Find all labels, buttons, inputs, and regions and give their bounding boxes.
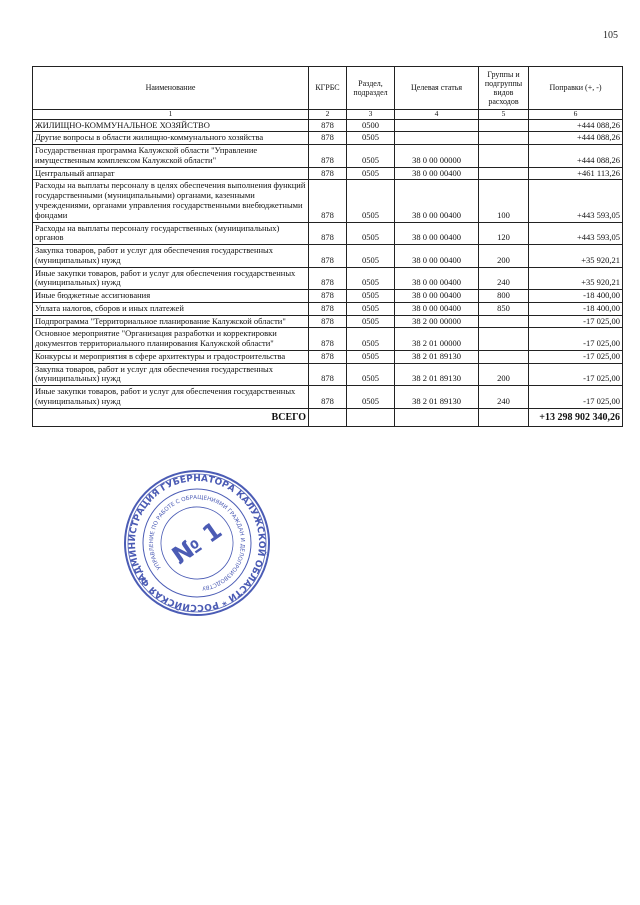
seal-rings bbox=[122, 468, 272, 618]
row-group: 200 bbox=[479, 363, 529, 386]
column-number: 1 bbox=[33, 110, 309, 120]
row-kgrbs: 878 bbox=[309, 302, 347, 315]
column-number: 3 bbox=[347, 110, 395, 120]
row-name: Центральный аппарат bbox=[33, 167, 309, 180]
row-name: Иные бюджетные ассигнования bbox=[33, 290, 309, 303]
row-amount: +443 593,05 bbox=[529, 222, 623, 245]
table-row bbox=[33, 350, 623, 363]
row-group: 200 bbox=[479, 245, 529, 268]
row-kgrbs: 878 bbox=[309, 315, 347, 328]
row-amount: -17 025,00 bbox=[529, 363, 623, 386]
table-row bbox=[33, 222, 623, 245]
row-name: Закупка товаров, работ и услуг для обеспечения государственных (муниципальных) нужд bbox=[33, 245, 309, 268]
row-section: 0505 bbox=[347, 302, 395, 315]
row-name: Иные закупки товаров, работ и услуг для обеспечения государственных (муниципальных) нужд bbox=[33, 386, 309, 409]
column-number-row bbox=[33, 110, 623, 120]
row-name: Иные закупки товаров, работ и услуг для обеспечения государственных (муниципальных) нужд bbox=[33, 267, 309, 290]
row-target bbox=[395, 132, 479, 145]
row-section: 0500 bbox=[347, 119, 395, 132]
total-label: ВСЕГО bbox=[33, 408, 309, 427]
table-row bbox=[33, 386, 623, 409]
row-group: 850 bbox=[479, 302, 529, 315]
row-section: 0505 bbox=[347, 315, 395, 328]
row-section: 0505 bbox=[347, 245, 395, 268]
table-row bbox=[33, 119, 623, 132]
row-section: 0505 bbox=[347, 386, 395, 409]
row-group bbox=[479, 350, 529, 363]
table-header-row bbox=[33, 67, 623, 110]
row-amount: -17 025,00 bbox=[529, 328, 623, 351]
total-empty-cell bbox=[347, 408, 395, 427]
row-group: 240 bbox=[479, 386, 529, 409]
row-target bbox=[395, 119, 479, 132]
row-amount: -18 400,00 bbox=[529, 290, 623, 303]
row-amount: -17 025,00 bbox=[529, 386, 623, 409]
row-section: 0505 bbox=[347, 167, 395, 180]
row-amount: +444 088,26 bbox=[529, 145, 623, 168]
header-amendments: Поправки (+, -) bbox=[529, 67, 623, 110]
row-target: 38 2 01 89130 bbox=[395, 363, 479, 386]
row-group: 800 bbox=[479, 290, 529, 303]
table-body bbox=[33, 119, 623, 408]
row-amount: +35 920,21 bbox=[529, 267, 623, 290]
row-name: Закупка товаров, работ и услуг для обеспечения государственных (муниципальных) нужд bbox=[33, 363, 309, 386]
table-row bbox=[33, 180, 623, 222]
row-target: 38 0 00 00400 bbox=[395, 167, 479, 180]
header-group: Группы и подгруппы видов расходов bbox=[479, 67, 529, 110]
row-amount: -18 400,00 bbox=[529, 302, 623, 315]
table-row bbox=[33, 363, 623, 386]
total-empty-cell bbox=[395, 408, 479, 427]
row-target: 38 0 00 00400 bbox=[395, 302, 479, 315]
row-target: 38 0 00 00400 bbox=[395, 290, 479, 303]
row-section: 0505 bbox=[347, 328, 395, 351]
row-amount: +443 593,05 bbox=[529, 180, 623, 222]
row-kgrbs: 878 bbox=[309, 267, 347, 290]
official-seal-stamp bbox=[122, 468, 272, 618]
row-target: 38 0 00 00400 bbox=[395, 245, 479, 268]
row-amount: -17 025,00 bbox=[529, 315, 623, 328]
row-kgrbs: 878 bbox=[309, 167, 347, 180]
row-group bbox=[479, 145, 529, 168]
row-name: Расходы на выплаты персоналу в целях обеспечения выполнения функций государственными (муниципальными) органами, казенными учреждениями, органами управления государственными внебюджетными фондами bbox=[33, 180, 309, 222]
table-row bbox=[33, 245, 623, 268]
row-name: Подпрограмма "Территориальное планирование Калужской области" bbox=[33, 315, 309, 328]
row-target: 38 2 01 89130 bbox=[395, 386, 479, 409]
table-row bbox=[33, 328, 623, 351]
row-group bbox=[479, 315, 529, 328]
table-row bbox=[33, 290, 623, 303]
row-name: Другие вопросы в области жилищно-коммунального хозяйства bbox=[33, 132, 309, 145]
seal-inner-text: УПРАВЛЕНИЕ ПО РАБОТЕ С ОБРАЩЕНИЯМИ ГРАЖДАН И ДЕЛОПРОИЗВОДСТВУ bbox=[148, 494, 246, 591]
row-name: Государственная программа Калужской области "Управление имущественным комплексом Калужской области" bbox=[33, 145, 309, 168]
row-kgrbs: 878 bbox=[309, 290, 347, 303]
row-target: 38 2 01 00000 bbox=[395, 328, 479, 351]
column-number: 5 bbox=[479, 110, 529, 120]
header-kgrbs: КГРБС bbox=[309, 67, 347, 110]
column-number: 4 bbox=[395, 110, 479, 120]
row-group bbox=[479, 167, 529, 180]
row-kgrbs: 878 bbox=[309, 328, 347, 351]
row-kgrbs: 878 bbox=[309, 119, 347, 132]
row-kgrbs: 878 bbox=[309, 350, 347, 363]
row-target: 38 0 00 00400 bbox=[395, 222, 479, 245]
header-section: Раздел, подраздел bbox=[347, 67, 395, 110]
row-kgrbs: 878 bbox=[309, 145, 347, 168]
row-target: 38 0 00 00000 bbox=[395, 145, 479, 168]
page-number: 105 bbox=[603, 30, 618, 41]
table-row bbox=[33, 132, 623, 145]
total-empty-cell bbox=[479, 408, 529, 427]
row-section: 0505 bbox=[347, 267, 395, 290]
row-kgrbs: 878 bbox=[309, 386, 347, 409]
row-name: Основное мероприятие "Организация разработки и корректировки документов территориального планирования Калужской области" bbox=[33, 328, 309, 351]
row-target: 38 2 01 89130 bbox=[395, 350, 479, 363]
table-row bbox=[33, 267, 623, 290]
row-target: 38 2 00 00000 bbox=[395, 315, 479, 328]
row-kgrbs: 878 bbox=[309, 132, 347, 145]
row-group bbox=[479, 328, 529, 351]
row-section: 0505 bbox=[347, 290, 395, 303]
table-row bbox=[33, 145, 623, 168]
row-amount: +444 088,26 bbox=[529, 132, 623, 145]
row-kgrbs: 878 bbox=[309, 245, 347, 268]
seal-number: № 1 bbox=[166, 516, 228, 570]
column-number: 6 bbox=[529, 110, 623, 120]
budget-amendments-table bbox=[32, 66, 623, 427]
row-name: Расходы на выплаты персоналу государственных (муниципальных) органов bbox=[33, 222, 309, 245]
row-name: Уплата налогов, сборов и иных платежей bbox=[33, 302, 309, 315]
row-section: 0505 bbox=[347, 132, 395, 145]
total-amount: +13 298 902 340,26 bbox=[529, 408, 623, 427]
row-target: 38 0 00 00400 bbox=[395, 267, 479, 290]
row-group: 100 bbox=[479, 180, 529, 222]
row-section: 0505 bbox=[347, 222, 395, 245]
row-section: 0505 bbox=[347, 350, 395, 363]
row-group: 120 bbox=[479, 222, 529, 245]
table-row bbox=[33, 302, 623, 315]
row-kgrbs: 878 bbox=[309, 222, 347, 245]
table-row bbox=[33, 167, 623, 180]
row-amount: +444 088,26 bbox=[529, 119, 623, 132]
row-group bbox=[479, 132, 529, 145]
header-target: Целевая статья bbox=[395, 67, 479, 110]
row-kgrbs: 878 bbox=[309, 363, 347, 386]
total-row bbox=[33, 408, 623, 427]
row-amount: -17 025,00 bbox=[529, 350, 623, 363]
table-row bbox=[33, 315, 623, 328]
row-name: ЖИЛИЩНО-КОММУНАЛЬНОЕ ХОЗЯЙСТВО bbox=[33, 119, 309, 132]
total-empty-cell bbox=[309, 408, 347, 427]
row-section: 0505 bbox=[347, 145, 395, 168]
row-group: 240 bbox=[479, 267, 529, 290]
seal-outer-text: АДМИНИСТРАЦИЯ ГУБЕРНАТОРА КАЛУЖСКОЙ ОБЛАСТИ * РОССИЙСКАЯ ФЕДЕРАЦИЯ bbox=[127, 473, 267, 613]
row-section: 0505 bbox=[347, 363, 395, 386]
row-amount: +461 113,26 bbox=[529, 167, 623, 180]
row-target: 38 0 00 00400 bbox=[395, 180, 479, 222]
row-amount: +35 920,21 bbox=[529, 245, 623, 268]
column-number: 2 bbox=[309, 110, 347, 120]
row-group bbox=[479, 119, 529, 132]
row-section: 0505 bbox=[347, 180, 395, 222]
header-name: Наименование bbox=[33, 67, 309, 110]
row-kgrbs: 878 bbox=[309, 180, 347, 222]
row-name: Конкурсы и мероприятия в сфере архитектуры и градостроительства bbox=[33, 350, 309, 363]
